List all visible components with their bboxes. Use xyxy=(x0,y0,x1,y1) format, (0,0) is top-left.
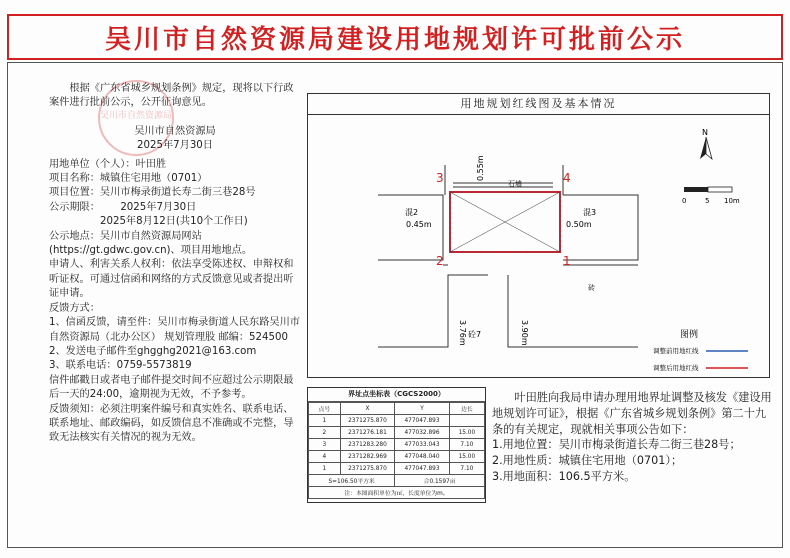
area-mu: 合0.1597亩 xyxy=(395,475,485,487)
cell-point: 1 xyxy=(309,463,341,475)
header-x: X xyxy=(340,403,395,415)
legend-after-label: 调整后用地红线 xyxy=(653,364,699,372)
scale-5: 5 xyxy=(705,197,710,205)
left-building-label: 混2 xyxy=(405,208,419,217)
coordinate-grid xyxy=(308,402,485,499)
cell-x: 2371276.181 xyxy=(340,427,395,439)
notice-text xyxy=(492,390,777,485)
top-gap-label: 0.55m xyxy=(476,155,485,181)
note-row xyxy=(309,487,485,499)
area-row xyxy=(309,475,485,487)
diagram-title: 用地规划红线图及基本情况 xyxy=(308,94,769,115)
scale-10: 10m xyxy=(724,197,740,205)
cell-length: 7.10 xyxy=(449,439,484,451)
table-row xyxy=(309,415,485,427)
site-plan xyxy=(308,115,769,378)
top-wall-label: 石墙 xyxy=(508,180,522,188)
table-header-row xyxy=(309,403,485,415)
project-name: 项目名称：城镇住宅用地（0701） xyxy=(49,173,208,185)
north-label: N xyxy=(702,128,708,137)
redline-diagram-box xyxy=(307,93,770,378)
cell-x: 2371282.969 xyxy=(340,451,395,463)
cell-y: 477033.043 xyxy=(395,439,450,451)
scale-bar xyxy=(682,187,740,205)
bottom-building-label: 砼7 xyxy=(468,330,482,339)
phone-feedback: 3、联系电话：0759-5573819 xyxy=(49,360,192,372)
left-column xyxy=(49,82,301,446)
cell-length xyxy=(449,415,484,427)
header-y: Y xyxy=(395,403,450,415)
cell-length: 7.10 xyxy=(449,463,484,475)
email-feedback: 2、发送电子邮件至ghgghg2021@163.com xyxy=(49,345,257,357)
issue-date: 2025年7月30日 xyxy=(137,140,213,152)
point-2: 2 xyxy=(436,254,444,268)
project-location: 项目位置：吴川市梅录街道长寿二街三巷28号 xyxy=(49,187,256,199)
feedback-title: 反馈方式： xyxy=(49,302,100,314)
period-start: 2025年7月30日 xyxy=(120,201,197,213)
table-row xyxy=(309,427,485,439)
north-arrow xyxy=(700,128,712,159)
cell-point: 3 xyxy=(309,439,341,451)
legend xyxy=(653,328,748,372)
intro-text: 根据《广东省城乡规划条例》规定，现将以下行政案件进行批前公示，公开征询意见。 xyxy=(49,83,294,109)
right-building-label: 混3 xyxy=(583,208,597,217)
notice-item-3: 3.用地面积：106.5平方米。 xyxy=(492,469,636,483)
road-right-width: 3.90m xyxy=(520,320,529,346)
table-row xyxy=(309,451,485,463)
point-1: 1 xyxy=(563,254,571,268)
coordinate-table xyxy=(307,387,486,503)
notice-item-2: 2.用地性质：城镇住宅用地（0701）； xyxy=(492,454,683,468)
issuer-org: 吴川市自然资源局 xyxy=(134,125,216,137)
cell-length: 15.00 xyxy=(449,427,484,439)
table-title: 界址点坐标表（CGCS2000） xyxy=(308,388,485,402)
cell-point: 1 xyxy=(309,415,341,427)
table-note: 注：本图面积单位为㎡，长度单位为m。 xyxy=(309,487,485,499)
right-lower-label: 砖 xyxy=(588,284,595,292)
point-4: 4 xyxy=(563,171,571,185)
cell-y: 477032.896 xyxy=(395,427,450,439)
cell-point: 2 xyxy=(309,427,341,439)
notice-place: 公示地点：吴川市自然资源局网站(https://gt.gdwc.gov.cn)、项目用地地点。 xyxy=(49,230,253,257)
feedback-note: 反馈须知：必须注明案件编号和真实姓名、联系电话、联系地址、邮政编码，如反馈信息不准确或不完整，导致无法核实有关情况的视为无效。 xyxy=(49,403,294,444)
cell-y: 477048.040 xyxy=(395,451,450,463)
cell-x: 2371275.870 xyxy=(340,415,395,427)
table-row xyxy=(309,463,485,475)
cell-point: 4 xyxy=(309,451,341,463)
cell-length: 15.00 xyxy=(449,451,484,463)
header-point: 点号 xyxy=(309,403,341,415)
title-banner xyxy=(7,14,783,60)
rights-text: 申请人、利害关系人权利：依法享受陈述权、申辩权和听证权。可通过信函和网络的方式反馈意见或者提出听证申请。 xyxy=(49,259,294,300)
period-label: 公示期限： xyxy=(49,201,100,213)
land-unit: 用地单位（个人）：叶田胜 xyxy=(49,158,167,170)
notice-intro: 叶田胜向我局申请办理用地界址调整及核发《建设用地规划许可证》，根据《广东省城乡规划条例》第二十九条的有关规定，现就相关事项公告如下： xyxy=(492,391,772,436)
cell-y: 477047.893 xyxy=(395,415,450,427)
table-row xyxy=(309,439,485,451)
page-title: 吴川市自然资源局建设用地规划许可批前公示 xyxy=(104,24,685,55)
header-length: 边长 xyxy=(449,403,484,415)
seal-text: 吴川市自然资源局 xyxy=(100,111,173,121)
cell-y: 477047.893 xyxy=(395,463,450,475)
left-gap-label: 0.45m xyxy=(406,220,432,229)
deadline-text: 信件邮戳日或者电子邮件提交时间不应超过公示期限最后一天的24:00，逾期视为无效，不予参考。 xyxy=(49,374,294,401)
letter-feedback: 1、信函反馈，请至件：吴川市梅录街道人民东路吴川市自然资源局（北办公区） 规划管理股 邮编：524500 xyxy=(49,317,300,343)
scale-0: 0 xyxy=(682,197,687,205)
notice-item-1: 1.用地位置：吴川市梅录街道长寿二街三巷28号； xyxy=(492,438,741,452)
period-end: 2025年8月12日(共10个工作日) xyxy=(100,216,248,228)
area-sqm: S=106.50平方米 xyxy=(309,475,395,487)
point-3: 3 xyxy=(436,171,444,185)
legend-before-label: 调整前用地红线 xyxy=(653,347,699,355)
right-gap-label: 0.50m xyxy=(566,220,592,229)
cell-x: 2371275.870 xyxy=(340,463,395,475)
cell-x: 2371283.280 xyxy=(340,439,395,451)
road-left-width: 3.76m xyxy=(458,320,467,346)
parcel-redline xyxy=(450,192,560,252)
legend-title: 图例 xyxy=(680,330,699,340)
